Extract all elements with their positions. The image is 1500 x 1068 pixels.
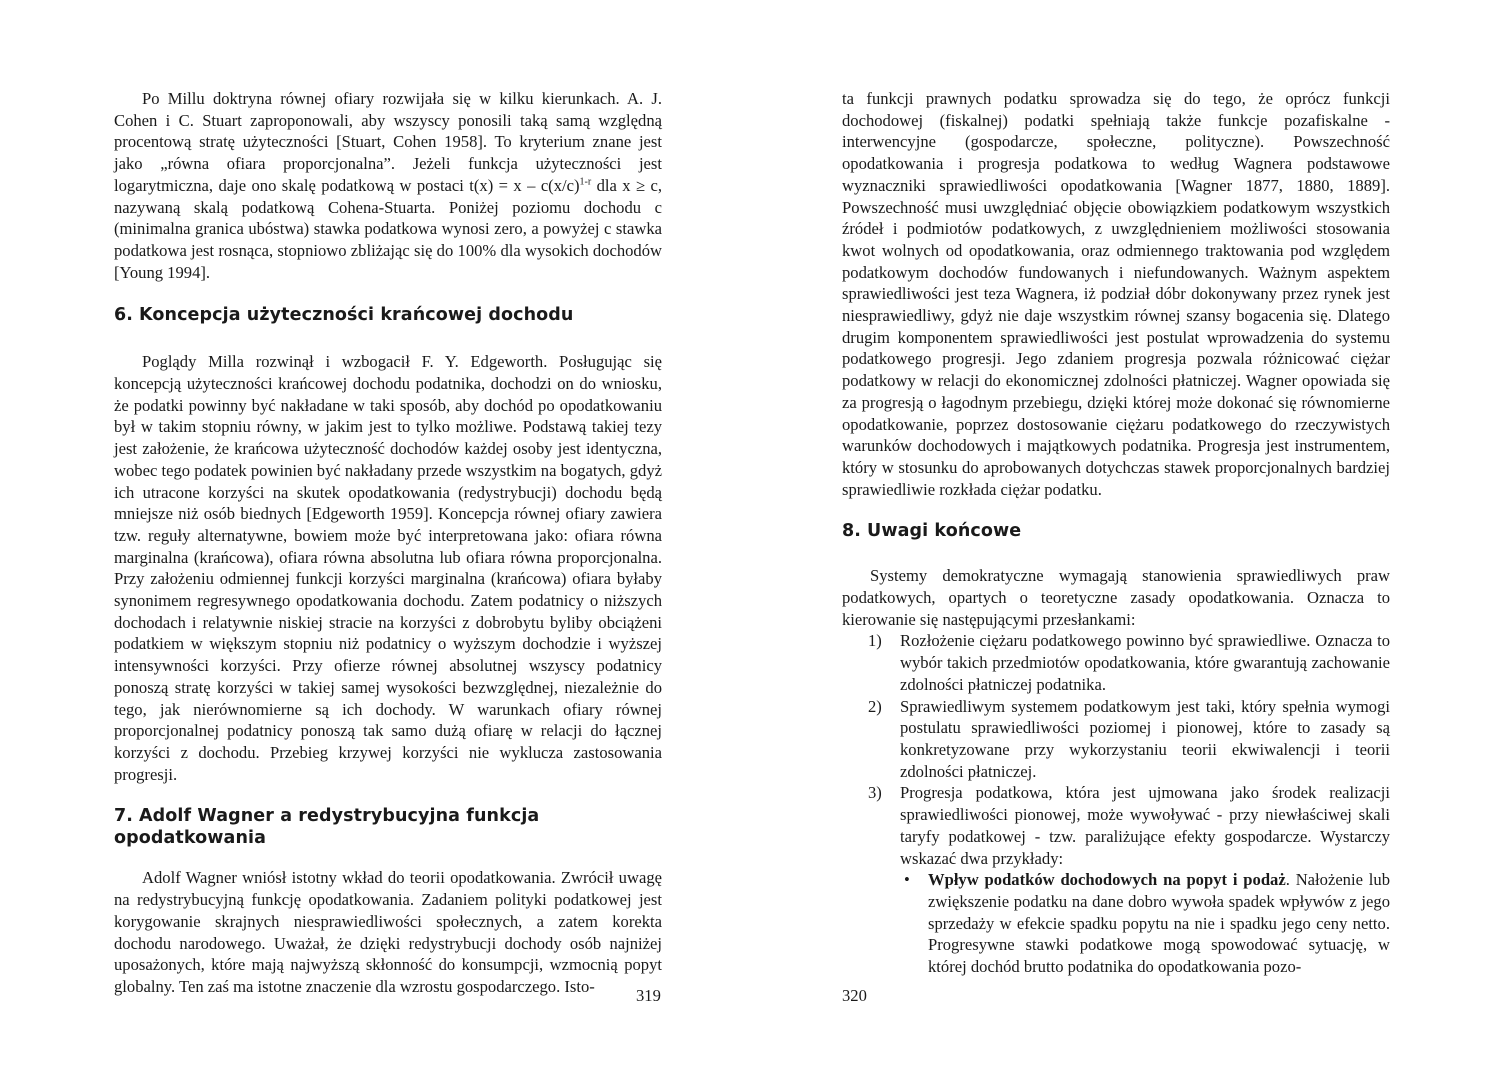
section-number: 7. xyxy=(114,806,134,827)
bullet-item xyxy=(900,869,1390,978)
section-number: 6. xyxy=(114,305,134,326)
para-text: Po Millu doktryna równej ofiary rozwijała się w kilku kierunkach. A. J. Cohen i C. Stuart zaproponowali, aby wszyscy ponosili taką samą względną procentową stratę użyteczności [Stuart, Cohen 1958]. To kryterium znane jest jako „równa ofiara proporcjonalna”. Jeżeli funkcja użyteczności jest logarytmiczna, daje ono skalę podatkową w postaci t(x) = x – c(x/c) xyxy=(114,89,662,195)
section-title: Koncepcja użyteczności krańcowej dochodu xyxy=(139,305,574,326)
section-title: Adolf Wagner a redystrybucyjna funkcja opodatkowania xyxy=(114,806,540,849)
list-number: 2) xyxy=(868,696,882,716)
list-item xyxy=(868,696,1390,783)
list-item xyxy=(868,782,1390,977)
list-item xyxy=(868,630,1390,695)
list-item-text: Progresja podatkowa, która jest ujmowana jako środek realizacji sprawiedliwości pionowej, może wywoływać - przy niewłaściwej skali taryfy podatkowej - tzw. paraliżujące efekty gospodarcze. Wystarczy wskazać dwa przykłady: xyxy=(900,783,1390,868)
bullet-text: . Nałożenie lub zwiększenie podatku na dane dobro wywoła spadek wpływów z jego sprzedaży w efekcie spadku popytu na nie i spadku jego ceny netto. Progresywne stawki podatkowe mogą spowodować sytuację, w której dochód brutto podatnika do opodatkowania pozo- xyxy=(928,870,1390,977)
section-heading-8 xyxy=(842,520,1390,542)
list-number: 1) xyxy=(868,631,882,651)
page-number: 320 xyxy=(842,986,867,1005)
section-number: 8. xyxy=(842,521,862,542)
bullet-bold-lead: Wpływ podatków dochodowych na popyt i podaż xyxy=(928,870,1286,890)
paragraph-edgeworth: Poglądy Milla rozwinął i wzbogacił F. Y. Edgeworth. Posługując się koncepcją użyteczności krańcowej dochodu podatnika, dochodzi on do wniosku, że podatki powinny być nakładane w taki sposób, aby dochód po opodatkowaniu był w takim stopniu równy, w jakim jest to tylko możliwe. Podstawą takiej tezy jest założenie, że krańcowa użyteczność dochodów każdej osoby jest identyczna, wobec tego podatek powinien być nakładany przede wszystkim na bogatych, gdyż ich utracone korzyści na skutek opodatkowania (redystrybucji) dochodu będą mniejsze niż osób biednych [Edgeworth 1959]. Koncepcja równej ofiary zawiera tzw. reguły alternatywne, bowiem może być interpretowana jako: ofiara równa marginalna (krańcowa), ofiara równa absolutna lub ofiara równa proporcjonalna. Przy założeniu odmiennej funkcji korzyści marginalna (krańcowa) ofiara byłaby synonimem regresywnego opodatkowania dochodu. Zatem podatnicy o niższych dochodach i relatywnie niskiej stracie na korzyści z dobrobytu byliby obciążeni podatkiem w większym stopniu niż podatnicy o wyższym dochodzie i wyższej intensywności korzyści. Przy ofierze równej absolutnej wszyscy podatnicy ponoszą stratę korzyści w takiej samej wysokości bezwzględnej, niezależnie do tego, jak nierównomierne są ich dochody. W warunkach ofiary równej proporcjonalnej podatnicy ponoszą tak samo dużą ofiarę w relacji do łącznej korzyści z dochodu. Przebieg krzywej korzyści nie wyklucza zastosowania progresji. xyxy=(114,352,662,784)
list-item-text: Sprawiedliwym systemem podatkowym jest taki, który spełnia wymogi postulatu sprawiedliwości poziomej i pionowej, które to zasady są konkretyzowane przy wykorzystaniu teorii ekwiwalencji i teorii zdolności płatniczej. xyxy=(900,696,1390,781)
para-text-end: dla x ≥ c, nazywaną skalą podatkową Cohena-Stuarta. Poniżej poziomu dochodu c (minimalna granica ubóstwa) stawka podatkowa wynosi zero, a powyżej c stawka podatkowa jest rosnąca, stopniowo zbliżając się do 100% dla wysokich dochodów [Young 1994]. xyxy=(114,175,662,282)
list-number: 3) xyxy=(868,783,882,803)
example-bullet-list xyxy=(900,869,1390,978)
paragraph-wagner: Adolf Wagner wniósł istotny wkład do teorii opodatkowania. Zwrócił uwagę na redystrybucyjną funkcję opodatkowania. Zadaniem polityki podatkowej jest korygowanie skrajnych niesprawiedliwości społecznych, a zatem korekta dochodu narodowego. Uważał, że dzięki redystrybucji dochody osób najniżej uposażonych, które mają najwyższą skłonność do konsumpcji, wzmocnią popyt globalny. Ten zaś ma istotne znaczenie dla wzrostu gospodarczego. Isto- xyxy=(114,868,662,996)
section-heading-6 xyxy=(114,304,662,326)
paragraph-cohen-stuart xyxy=(114,88,662,283)
paragraph-wagner-continued: ta funkcji prawnych podatku sprowadza się do tego, że oprócz funkcji dochodowej (fiskalnej) podatki spełniają także funkcje pozafiskalne - interwencyjne (gospodarcze, społeczne, polityczne). Powszechność opodatkowania i progresja podatkowa to według Wagnera podstawowe wyznaczniki sprawiedliwości opodatkowania [Wagner 1877, 1880, 1889]. Powszechność musi uwzględniać objęcie obowiązkiem podatkowym wszystkich źródeł i podmiotów podatkowych, z uwzględnieniem możliwości stosowania kwot wolnych od opodatkowania, oraz odmiennego traktowania pod względem podatkowym dochodów fundowanych i niefundowanych. Ważnym aspektem sprawiedliwości jest teza Wagnera, iż podział dóbr dokonywany przez rynek jest niesprawiedliwy, gdyż nie daje wszystkim równej szansy bogacenia się. Dlatego drugim komponentem sprawiedliwości jest postulat wprowadzenia do systemu podatkowego progresji. Jego zdaniem progresja pozwala różnicować ciężar podatkowy w relacji do ekonomicznej zdolności płatniczej. Wagner opowiada się za progresją o łagodnym przebiegu, dzięki której może dokonać się równomierne opodatkowanie, poprzez dostosowanie ciężaru podatkowego do rzeczywistych warunków dochodowych i majątkowych podatnika. Progresja jest instrumentem, który w stosunku do aprobowanych dotychczas stawek proporcjonalnych bardziej sprawiedliwie rozkłada ciężar podatku. xyxy=(842,89,1390,499)
bullet-icon: • xyxy=(904,870,910,890)
paragraph-conclusions: Systemy demokratyczne wymagają stanowienia sprawiedliwych praw podatkowych, opartych o teoretyczne zasady opodatkowania. Oznacza to kierowanie się następującymi przesłankami: xyxy=(842,566,1390,629)
section-heading-7 xyxy=(114,805,662,849)
section-title: Uwagi końcowe xyxy=(867,521,1022,542)
exponent: 1-r xyxy=(579,176,592,188)
right-text-column xyxy=(842,88,1390,978)
left-text-column xyxy=(114,88,662,998)
page-number: 319 xyxy=(636,986,661,1005)
list-item-text: Rozłożenie ciężaru podatkowego powinno być sprawiedliwe. Oznacza to wybór takich przedmiotów opodatkowania, które gwarantują zachowanie zdolności płatniczej podatnika. xyxy=(900,631,1390,694)
right-page xyxy=(750,0,1500,1068)
premises-list xyxy=(842,630,1390,977)
